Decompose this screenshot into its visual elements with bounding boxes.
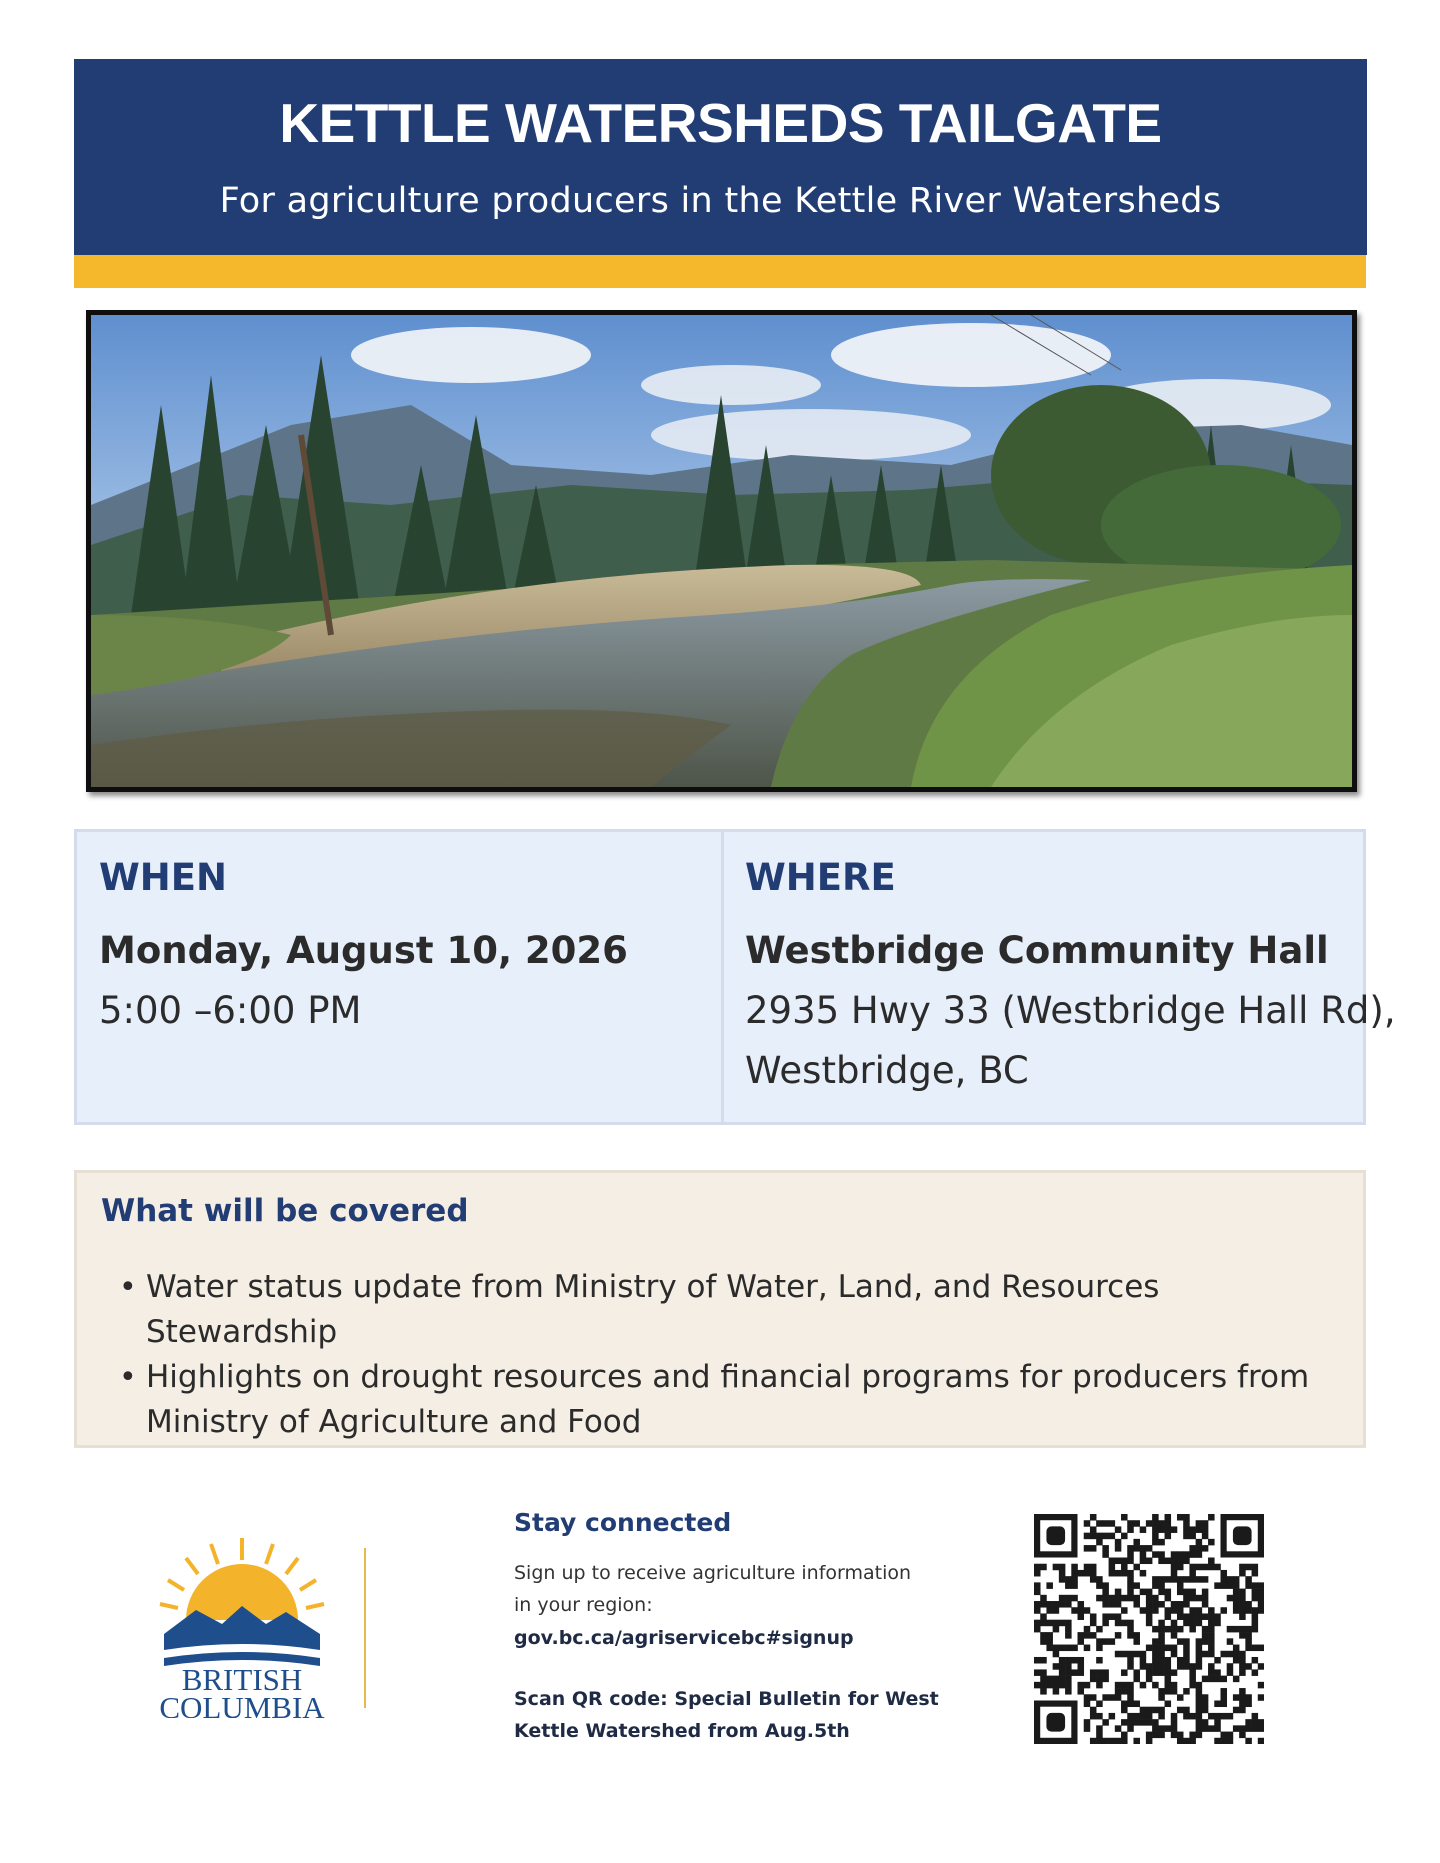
page-title: KETTLE WATERSHEDS TAILGATE xyxy=(279,92,1162,154)
topics-section xyxy=(74,1170,1366,1448)
when-label: WHEN xyxy=(99,856,228,899)
list-item: • Water status update from Ministry of Water, Land, and Resources Stewardship xyxy=(119,1265,1349,1355)
qr-code-icon[interactable] xyxy=(1034,1514,1264,1744)
river-photo xyxy=(86,310,1357,792)
event-date: Monday, August 10, 2026 xyxy=(99,929,628,972)
event-time: 5:00 –6:00 PM xyxy=(99,989,362,1032)
scan-instructions: Scan QR code: Special Bulletin for West Kettle Watershed from Aug.5th xyxy=(514,1688,939,1742)
logo-line-2: COLUMBIA xyxy=(159,1690,325,1718)
topics-heading: What will be covered xyxy=(101,1193,469,1229)
venue-name: Westbridge Community Hall xyxy=(745,929,1329,972)
bc-sun-mountain-icon xyxy=(136,1538,348,1718)
topics-list xyxy=(119,1265,1349,1445)
stay-heading: Stay connected xyxy=(514,1508,732,1537)
logo-line-1: BRITISH xyxy=(181,1662,303,1697)
details-divider xyxy=(721,832,724,1122)
address-line-1: 2935 Hwy 33 (Westbridge Hall Rd), xyxy=(745,989,1396,1032)
event-details xyxy=(74,829,1396,1125)
logo-divider xyxy=(364,1548,366,1708)
address-line-2: Westbridge, BC xyxy=(745,1049,1029,1092)
header-banner xyxy=(74,59,1367,255)
stay-connected-section xyxy=(514,1508,954,1747)
where-label: WHERE xyxy=(745,856,896,899)
qr-code-graphic xyxy=(1034,1514,1264,1744)
list-item: • Highlights on drought resources and financial programs for producers from Ministry of Agriculture and Food xyxy=(119,1355,1349,1445)
page-subtitle: For agriculture producers in the Kettle River Watersheds xyxy=(219,181,1222,221)
bc-logo xyxy=(136,1538,348,1718)
signup-text: Sign up to receive agriculture information in your region: xyxy=(514,1562,912,1616)
accent-bar xyxy=(74,255,1366,288)
river-landscape-image xyxy=(91,315,1352,787)
signup-link[interactable]: gov.bc.ca/agriservicebc#signup xyxy=(514,1627,854,1649)
